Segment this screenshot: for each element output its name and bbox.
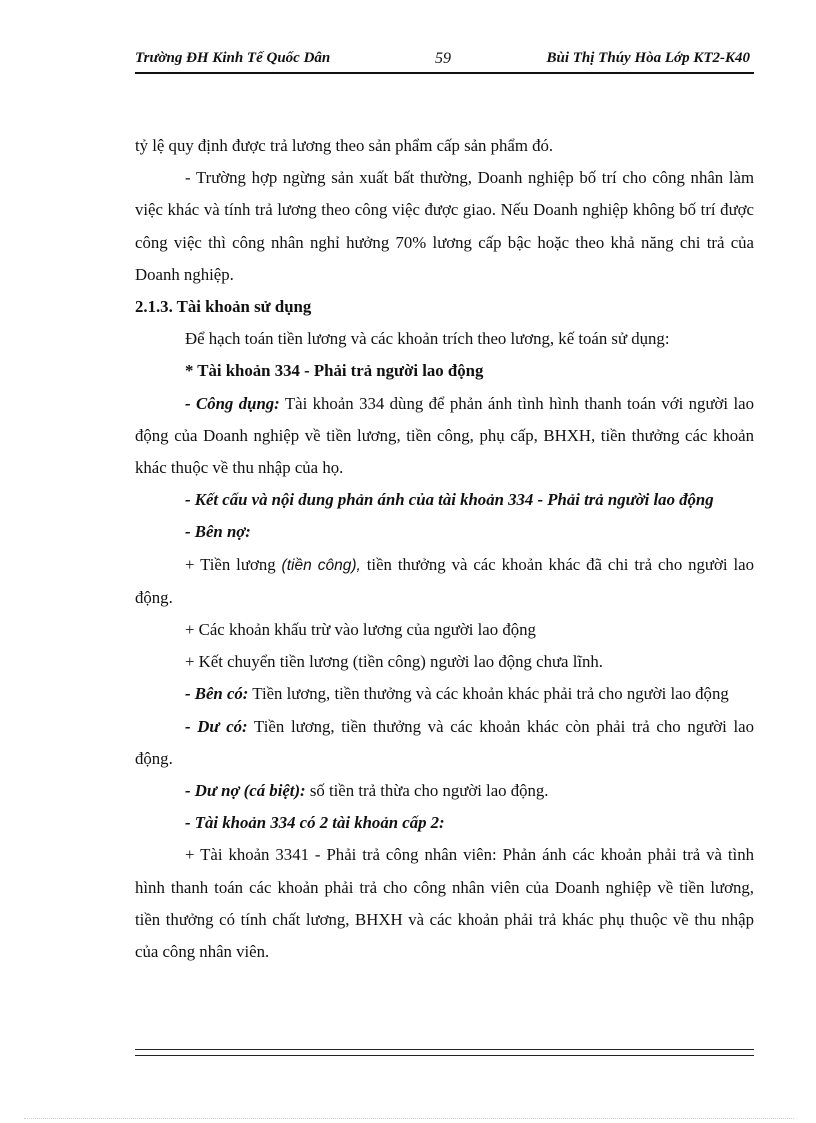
debit-side-label: - Bên nợ: (185, 522, 251, 542)
credit-side-text: Tiền lương, tiền thưởng và các khoản khác phải trả cho người lao động (248, 684, 729, 704)
sub-account-3341: + Tài khoản 3341 - Phải trả công nhân viên: Phản ánh các khoản phải trả và tình hình thanh toán các khoản phải trả cho công nhân viên của Doanh nghiệp về tiền lương, tiền thưởng có tính chất lương, BHXH và các khoản phải trả khác phụ thuộc về thu nhập của công nhân viên. (135, 845, 754, 962)
header-school: Trường ĐH Kinh Tế Quốc Dân (135, 50, 331, 66)
debit-item-1-paren: (tiền công), (281, 556, 361, 574)
document-body (135, 130, 754, 968)
paragraph-debit-balance (135, 775, 754, 807)
paragraph-credit-side (135, 678, 754, 710)
debit-balance-text: số tiền trả thừa cho người lao động. (305, 781, 549, 801)
page-bottom-edge (24, 1118, 794, 1119)
account-334-heading (135, 355, 754, 387)
paragraph-credit-balance (135, 711, 754, 775)
sub-accounts-heading: - Tài khoản 334 có 2 tài khoản cấp 2: (185, 813, 445, 833)
credit-balance-text: Tiền lương, tiền thưởng và các khoản khác còn phải trả cho người lao động. (135, 716, 754, 768)
page-header (135, 48, 754, 74)
debit-item-1-start: + Tiền lương (185, 554, 282, 574)
structure-heading: - Kết cấu và nội dung phản ánh của tài khoản 334 - Phải trả người lao động (185, 490, 714, 510)
debit-item-2: + Các khoản khấu trừ vào lương của người lao động (185, 620, 536, 640)
debit-item-3: + Kết chuyển tiền lương (tiền công) người lao động chưa lĩnh. (185, 652, 603, 672)
credit-side-label: - Bên có: (185, 684, 249, 704)
header-page-number: 59 (435, 50, 451, 67)
paragraph-continuation: tỷ lệ quy định được trả lương theo sản phẩm cấp sản phẩm đó. (135, 136, 554, 155)
header-author: Bùi Thị Thúy Hòa Lớp KT2-K40 (546, 50, 750, 66)
account-334-title: - Phải trả người lao động (299, 361, 484, 381)
section-heading: 2.1.3. Tài khoản sử dụng (135, 297, 312, 317)
usage-text: Tài khoản 334 dùng để phản ánh tình hình thanh toán với người lao động của Doanh nghiệp về tiền lương, tiền công, phụ cấp, BHXH, tiền thưởng các khoản khác thuộc về thu nhập của họ. (135, 393, 754, 478)
paragraph-accounts-intro: Để hạch toán tiền lương và các khoản trích theo lương, kế toán sử dụng: (185, 329, 670, 349)
paragraph-production-stop: - Trường hợp ngừng sản xuất bất thường, Doanh nghiệp bố trí cho công nhân làm việc khác và tính trả lương theo công việc được giao. Nếu Doanh nghiệp không bố trí được công việc thì công nhân nghỉ hưởng 70% lương cấp bậc hoặc theo khả năng chi trả của Doanh nghiệp. (135, 168, 754, 284)
credit-balance-label: - Dư có: (185, 716, 248, 736)
paragraph-usage (135, 388, 754, 485)
debit-item-1-end: tiền thưởng và các khoản khác đã chi trả cho người lao động. (135, 554, 754, 607)
debit-item-1 (135, 549, 754, 614)
footer-double-rule (135, 1049, 754, 1056)
debit-balance-label: - Dư nợ (cá biệt): (185, 781, 306, 801)
usage-label: - Công dụng: (185, 393, 280, 413)
account-334-label: * Tài khoản 334 (185, 361, 300, 381)
